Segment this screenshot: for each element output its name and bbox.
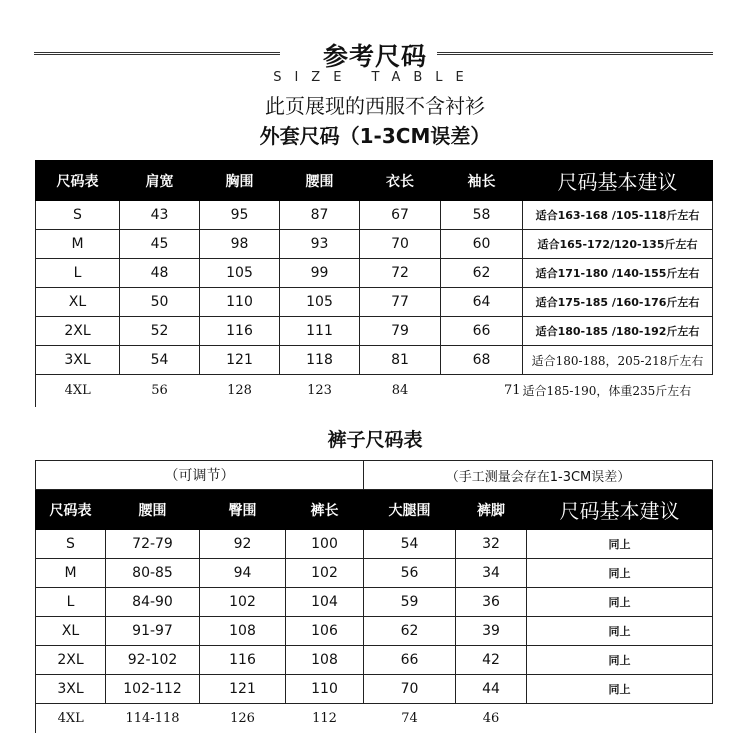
table-row	[36, 375, 713, 407]
table-cell: 118	[280, 346, 360, 375]
table-cell: 66	[364, 646, 456, 675]
table-cell: 81	[360, 346, 441, 375]
table-cell: 74	[364, 704, 456, 733]
table-cell: 68	[441, 346, 523, 375]
table-cell: 适合185-190，体重235斤左右	[523, 375, 713, 407]
jacket-col-length: 衣长	[360, 161, 441, 201]
table-cell: 4XL	[36, 704, 106, 733]
pants-col-advice: 尺码基本建议	[527, 490, 713, 530]
table-cell: 62	[364, 617, 456, 646]
table-cell: 36	[456, 588, 527, 617]
table-cell: 128	[200, 375, 280, 407]
measurement-error-note: （手工测量会存在1-3CM误差）	[364, 461, 713, 490]
table-cell: S	[36, 530, 106, 559]
table-cell: 56	[120, 375, 200, 407]
table-cell: 105	[280, 288, 360, 317]
table-cell: 114-118	[106, 704, 200, 733]
table-row	[36, 530, 713, 559]
table-cell: 42	[456, 646, 527, 675]
jacket-col-advice: 尺码基本建议	[523, 161, 713, 201]
page-title: 参考尺码	[322, 42, 427, 71]
table-cell: XL	[36, 617, 106, 646]
table-cell: 39	[456, 617, 527, 646]
table-cell: 110	[286, 675, 364, 704]
table-cell: 84-90	[106, 588, 200, 617]
table-cell: 105	[200, 259, 280, 288]
table-cell: 4XL	[36, 375, 120, 407]
jacket-section-title: 外套尺码（1-3CM误差）	[259, 124, 491, 148]
table-cell: 91-97	[106, 617, 200, 646]
table-cell: 54	[120, 346, 200, 375]
table-cell: 106	[286, 617, 364, 646]
page-subtitle: SIZE TABLE	[273, 70, 477, 85]
table-cell: 94	[200, 559, 286, 588]
table-cell: 44	[456, 675, 527, 704]
pants-header-row	[36, 490, 713, 530]
table-cell: 87	[280, 201, 360, 230]
table-cell: XL	[36, 288, 120, 317]
table-cell: 46	[456, 704, 527, 733]
table-cell: 79	[360, 317, 441, 346]
pants-note-row	[36, 461, 713, 490]
table-cell	[527, 704, 713, 733]
table-row	[36, 346, 713, 375]
table-cell: 2XL	[36, 646, 106, 675]
table-cell: 同上	[527, 646, 713, 675]
table-cell: 70	[364, 675, 456, 704]
pants-col-thigh: 大腿围	[364, 490, 456, 530]
table-cell: 同上	[527, 675, 713, 704]
table-cell: 77	[360, 288, 441, 317]
table-row	[36, 675, 713, 704]
pants-col-length: 裤长	[286, 490, 364, 530]
table-cell: 102-112	[106, 675, 200, 704]
table-cell: 121	[200, 675, 286, 704]
table-cell: 116	[200, 646, 286, 675]
table-cell: 102	[286, 559, 364, 588]
table-cell: 同上	[527, 588, 713, 617]
table-cell: 适合165-172/120-135斤左右	[523, 230, 713, 259]
table-row	[36, 288, 713, 317]
table-row	[36, 646, 713, 675]
table-cell: 70	[360, 230, 441, 259]
table-cell: 同上	[527, 617, 713, 646]
jacket-col-shoulder: 肩宽	[120, 161, 200, 201]
jacket-header-row	[36, 161, 713, 201]
table-cell: 123	[280, 375, 360, 407]
table-cell: 2XL	[36, 317, 120, 346]
table-cell: 45	[120, 230, 200, 259]
jacket-col-size: 尺码表	[36, 161, 120, 201]
jacket-col-chest: 胸围	[200, 161, 280, 201]
table-cell: 59	[364, 588, 456, 617]
table-cell: 34	[456, 559, 527, 588]
table-row	[36, 617, 713, 646]
table-cell: S	[36, 201, 120, 230]
table-cell: 72	[360, 259, 441, 288]
table-cell: 80-85	[106, 559, 200, 588]
table-row	[36, 201, 713, 230]
table-cell: 102	[200, 588, 286, 617]
table-cell: 适合175-185 /160-176斤左右	[523, 288, 713, 317]
table-cell: 62	[441, 259, 523, 288]
table-cell: 98	[200, 230, 280, 259]
table-cell: 100	[286, 530, 364, 559]
table-cell: 92	[200, 530, 286, 559]
pants-col-waist: 腰围	[106, 490, 200, 530]
shirt-note: 此页展现的西服不含衬衫	[265, 94, 485, 118]
table-cell: 121	[200, 346, 280, 375]
table-cell: 48	[120, 259, 200, 288]
table-cell: 32	[456, 530, 527, 559]
jacket-size-table	[35, 160, 713, 407]
jacket-col-waist: 腰围	[280, 161, 360, 201]
table-row	[36, 588, 713, 617]
table-cell: 54	[364, 530, 456, 559]
table-cell: 3XL	[36, 675, 106, 704]
table-cell: 58	[441, 201, 523, 230]
pants-col-hem: 裤脚	[456, 490, 527, 530]
table-cell: M	[36, 559, 106, 588]
table-cell: 104	[286, 588, 364, 617]
table-cell: 67	[360, 201, 441, 230]
table-cell: 92-102	[106, 646, 200, 675]
table-cell: 52	[120, 317, 200, 346]
table-cell: 126	[200, 704, 286, 733]
table-row	[36, 559, 713, 588]
table-cell: 同上	[527, 530, 713, 559]
table-cell: 3XL	[36, 346, 120, 375]
table-cell: 95	[200, 201, 280, 230]
table-cell: 64	[441, 288, 523, 317]
table-cell: 同上	[527, 559, 713, 588]
pants-col-hip: 臀围	[200, 490, 286, 530]
table-cell: 116	[200, 317, 280, 346]
table-cell: 60	[441, 230, 523, 259]
pants-section-title: 裤子尺码表	[327, 429, 423, 451]
table-cell: 56	[364, 559, 456, 588]
table-cell: 50	[120, 288, 200, 317]
table-row	[36, 317, 713, 346]
pants-size-table	[35, 460, 713, 733]
jacket-col-sleeve: 袖长	[441, 161, 523, 201]
table-row	[36, 704, 713, 733]
table-cell: 110	[200, 288, 280, 317]
table-cell: 适合180-188，205-218斤左右	[523, 346, 713, 375]
table-cell: M	[36, 230, 120, 259]
table-cell: 适合171-180 /140-155斤左右	[523, 259, 713, 288]
table-cell: 112	[286, 704, 364, 733]
table-cell: 71	[441, 375, 523, 407]
table-cell: 适合163-168 /105-118斤左右	[523, 201, 713, 230]
table-cell: 72-79	[106, 530, 200, 559]
table-cell: 108	[200, 617, 286, 646]
table-cell: 适合180-185 /180-192斤左右	[523, 317, 713, 346]
table-cell: 43	[120, 201, 200, 230]
adjustable-note: （可调节）	[36, 461, 364, 490]
pants-col-size: 尺码表	[36, 490, 106, 530]
table-cell: 99	[280, 259, 360, 288]
table-cell: 108	[286, 646, 364, 675]
table-cell: 111	[280, 317, 360, 346]
table-cell: L	[36, 588, 106, 617]
table-cell: 93	[280, 230, 360, 259]
table-cell: 84	[360, 375, 441, 407]
table-cell: L	[36, 259, 120, 288]
table-row	[36, 230, 713, 259]
table-row	[36, 259, 713, 288]
table-cell: 66	[441, 317, 523, 346]
